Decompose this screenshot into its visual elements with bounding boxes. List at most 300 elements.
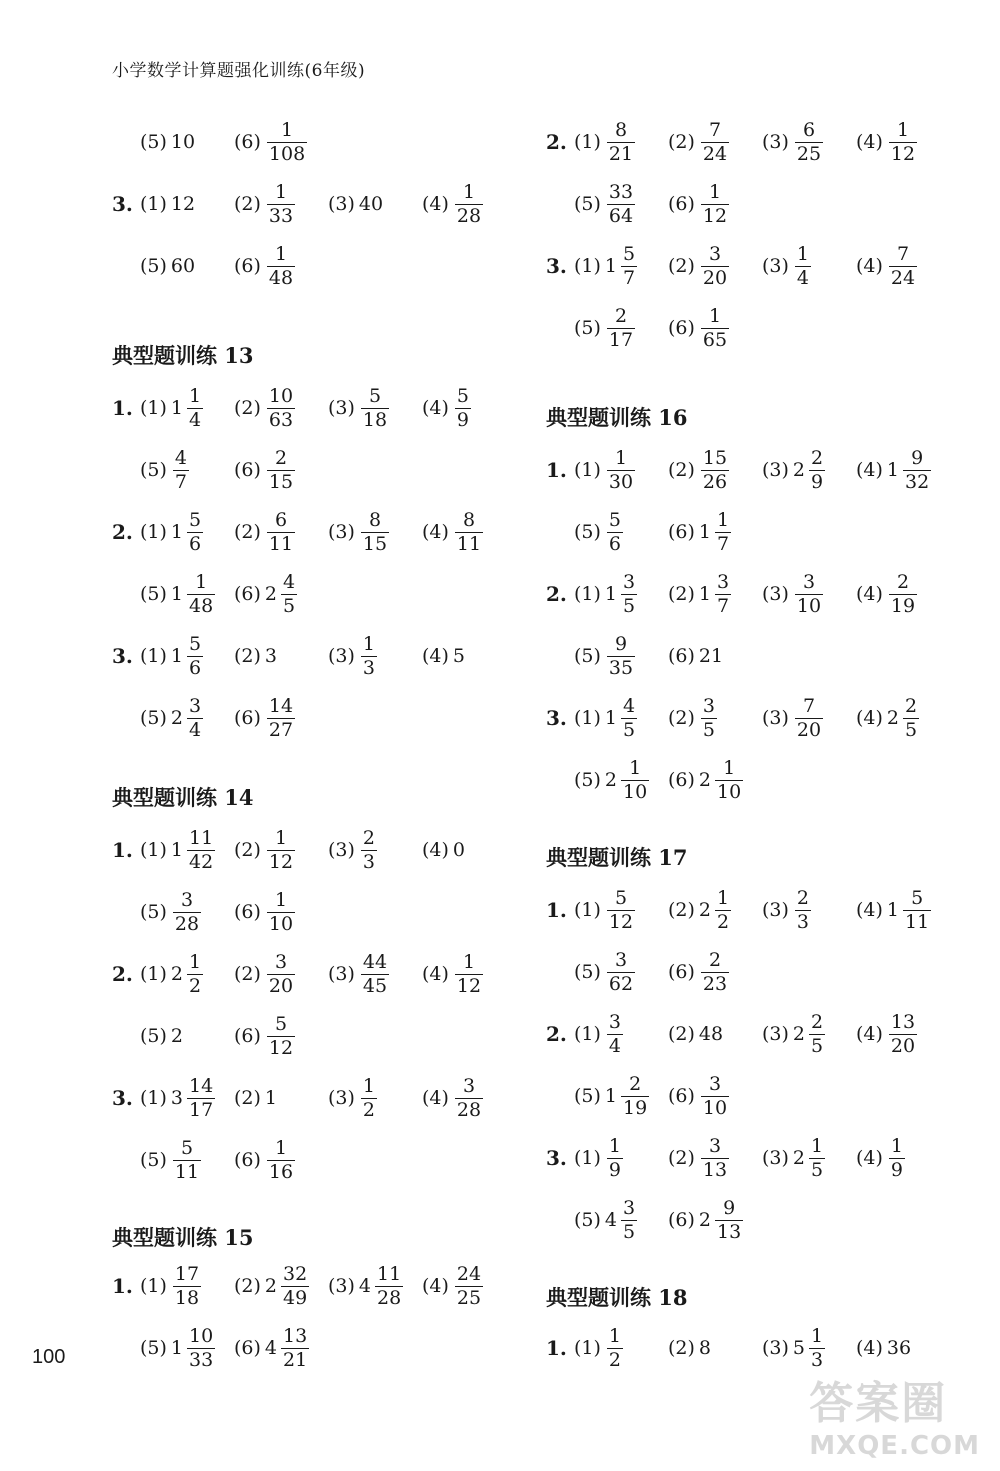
fraction [889, 118, 917, 165]
sub-index: (5) [140, 131, 167, 153]
numerator: 11 [189, 826, 214, 849]
sub-index: (6) [234, 901, 261, 923]
fraction [281, 570, 297, 617]
sub-index: (1) [574, 707, 601, 729]
answer-item [668, 180, 729, 227]
sub-index: (4) [856, 1147, 883, 1169]
answer-item [328, 193, 383, 215]
answer-item [856, 694, 919, 741]
whole-number: 2 [792, 459, 806, 481]
numerator: 2 [708, 948, 722, 971]
fraction [701, 118, 729, 165]
denominator: 45 [362, 974, 388, 997]
sub-index: (4) [422, 1275, 449, 1297]
denominator: 3 [811, 1348, 824, 1371]
fraction [715, 756, 743, 803]
numerator: 5 [623, 242, 636, 265]
whole-number: 1 [604, 707, 618, 729]
answer-row [112, 112, 552, 172]
sub-index: (3) [762, 707, 789, 729]
fraction [809, 1134, 825, 1181]
question-number: 2. [546, 130, 567, 154]
page-number: 100 [32, 1346, 66, 1368]
numerator: 5 [189, 508, 202, 531]
question-number: 3. [546, 706, 567, 730]
sub-index: (4) [856, 131, 883, 153]
answer-item [574, 886, 635, 933]
answer-item [234, 118, 307, 165]
whole-number: 1 [170, 521, 184, 543]
fraction [607, 304, 635, 351]
whole-number: 1 [170, 397, 184, 419]
denominator: 21 [608, 142, 634, 165]
whole-number: 1 [698, 521, 712, 543]
whole-number: 1 [604, 583, 618, 605]
whole-number: 1 [170, 583, 184, 605]
fraction [455, 180, 483, 227]
numerator: 3 [702, 694, 716, 717]
fraction [701, 948, 729, 995]
denominator: 13 [702, 1158, 728, 1181]
answer-item [574, 1134, 623, 1181]
answer-item [668, 1134, 729, 1181]
fraction [361, 384, 389, 431]
denominator: 10 [623, 780, 648, 803]
numerator: 2 [905, 694, 918, 717]
question-number: 3. [112, 644, 133, 668]
sub-index: (5) [574, 521, 601, 543]
denominator: 10 [702, 1096, 728, 1119]
section-title: 典型题训练 17 [546, 845, 688, 870]
denominator: 5 [811, 1158, 824, 1181]
numerator: 1 [811, 1324, 824, 1347]
numerator: 2 [362, 826, 376, 849]
fraction [607, 180, 635, 227]
answer-item [234, 446, 295, 493]
numerator: 4 [623, 694, 636, 717]
sub-index: (5) [574, 645, 601, 667]
sub-index: (2) [668, 583, 695, 605]
fraction [621, 694, 637, 741]
numerator: 10 [268, 384, 294, 407]
numerator: 2 [614, 304, 628, 327]
sub-index: (5) [140, 1337, 167, 1359]
denominator: 11 [268, 532, 294, 555]
denominator: 2 [189, 974, 202, 997]
fraction [187, 694, 203, 741]
whole-number: 2 [698, 899, 712, 921]
answer-item [422, 180, 483, 227]
answer-item [234, 1012, 295, 1059]
answer-row [546, 626, 986, 686]
sub-index: (1) [140, 839, 167, 861]
numerator: 1 [281, 118, 294, 141]
sub-index: (1) [140, 1087, 167, 1109]
denominator: 28 [456, 204, 482, 227]
sub-index: (5) [140, 707, 167, 729]
sub-index: (6) [234, 707, 261, 729]
answer-row [112, 174, 552, 234]
fraction [187, 570, 215, 617]
fraction [361, 508, 389, 555]
denominator: 10 [717, 780, 742, 803]
answer-item [668, 1023, 723, 1045]
answer-item [668, 1072, 729, 1119]
question-number: 1. [112, 838, 133, 862]
answer-item [140, 1262, 201, 1309]
answer-row [546, 1004, 986, 1064]
answer-row [112, 820, 552, 880]
question-number: 1. [546, 458, 567, 482]
denominator: 18 [174, 1286, 200, 1309]
answer-value: 10 [170, 131, 196, 153]
denominator: 28 [174, 912, 200, 935]
answer-item [140, 888, 201, 935]
fraction [187, 632, 203, 679]
sub-index: (2) [668, 1337, 695, 1359]
answer-item [574, 948, 635, 995]
answer-row [546, 942, 986, 1002]
answer-item [140, 446, 189, 493]
sub-index: (3) [762, 583, 789, 605]
denominator: 49 [283, 1286, 308, 1309]
question-number: 2. [112, 520, 133, 544]
whole-number: 4 [264, 1337, 278, 1359]
numerator: 1 [189, 384, 202, 407]
numerator: 1 [723, 756, 736, 779]
sub-index: (1) [140, 963, 167, 985]
denominator: 18 [362, 408, 388, 431]
numerator: 5 [189, 632, 202, 655]
numerator: 5 [274, 1012, 288, 1035]
whole-number: 5 [792, 1337, 806, 1359]
answer-row [546, 1128, 986, 1188]
numerator: 2 [629, 1072, 642, 1095]
fraction [187, 508, 203, 555]
fraction [607, 1324, 623, 1371]
fraction [361, 1074, 377, 1121]
denominator: 11 [905, 910, 930, 933]
whole-number: 1 [170, 1337, 184, 1359]
answer-item [574, 632, 635, 679]
fraction [701, 694, 717, 741]
denominator: 9 [456, 408, 470, 431]
sub-index: (5) [140, 901, 167, 923]
fraction [903, 886, 931, 933]
denominator: 12 [608, 910, 634, 933]
answer-item [668, 304, 729, 351]
numerator: 9 [911, 446, 924, 469]
denominator: 35 [608, 656, 634, 679]
sub-index: (3) [328, 1275, 355, 1297]
denominator: 23 [702, 972, 728, 995]
fraction [607, 1134, 623, 1181]
answer-row [112, 378, 552, 438]
sub-index: (2) [234, 521, 261, 543]
denominator: 17 [189, 1098, 214, 1121]
fraction [607, 948, 635, 995]
fraction [889, 242, 917, 289]
fraction [267, 118, 307, 165]
denominator: 19 [890, 594, 916, 617]
fraction [795, 694, 823, 741]
numerator: 3 [623, 570, 636, 593]
answer-value: 12 [170, 193, 196, 215]
fraction [621, 570, 637, 617]
answer-item [422, 1074, 483, 1121]
fraction [187, 950, 203, 997]
fraction [455, 508, 483, 555]
numerator: 3 [608, 1010, 622, 1033]
sub-index: (1) [574, 1337, 601, 1359]
sub-index: (6) [668, 1209, 695, 1231]
numerator: 7 [802, 694, 816, 717]
fraction [607, 118, 635, 165]
denominator: 19 [623, 1096, 648, 1119]
answer-row [546, 750, 986, 810]
denominator: 5 [811, 1034, 824, 1057]
sub-index: (3) [328, 645, 355, 667]
answer-item [856, 886, 931, 933]
fraction [903, 446, 931, 493]
fraction [281, 1324, 309, 1371]
denominator: 11 [174, 1160, 200, 1183]
answer-item [140, 1025, 183, 1047]
answer-item [668, 1196, 743, 1243]
fraction [267, 694, 295, 741]
answer-row [112, 236, 552, 296]
fraction [267, 180, 295, 227]
answer-row [112, 882, 552, 942]
answer-item [668, 242, 729, 289]
whole-number: 1 [604, 1085, 618, 1107]
answer-item [762, 446, 825, 493]
sub-index: (3) [762, 1337, 789, 1359]
sub-index: (6) [668, 961, 695, 983]
answer-item [574, 1072, 649, 1119]
fraction [903, 694, 919, 741]
denominator: 30 [608, 470, 634, 493]
numerator: 1 [362, 1074, 376, 1097]
answer-item [328, 384, 389, 431]
numerator: 1 [717, 886, 730, 909]
fraction [621, 1196, 637, 1243]
denominator: 12 [890, 142, 916, 165]
numerator: 9 [614, 632, 628, 655]
question-number: 3. [112, 1086, 133, 1110]
answer-value: 36 [886, 1337, 912, 1359]
whole-number: 1 [698, 583, 712, 605]
denominator: 62 [608, 972, 634, 995]
sub-index: (1) [140, 521, 167, 543]
answer-item [574, 242, 637, 289]
answer-item [234, 1262, 309, 1309]
numerator: 1 [274, 888, 288, 911]
answer-row [546, 502, 986, 562]
denominator: 24 [702, 142, 728, 165]
answer-row [546, 688, 986, 748]
whole-number: 1 [604, 255, 618, 277]
answer-row [112, 440, 552, 500]
sub-index: (1) [140, 1275, 167, 1297]
answer-row [112, 1068, 552, 1128]
numerator: 3 [189, 694, 202, 717]
answer-row [112, 626, 552, 686]
denominator: 64 [608, 204, 634, 227]
sub-index: (6) [234, 1025, 261, 1047]
answer-row [112, 502, 552, 562]
sub-index: (4) [856, 1337, 883, 1359]
numerator: 2 [811, 1010, 824, 1033]
answer-item [422, 508, 483, 555]
answer-row [546, 174, 986, 234]
denominator: 3 [796, 910, 810, 933]
answer-item [856, 118, 917, 165]
denominator: 15 [268, 470, 294, 493]
answer-value: 60 [170, 255, 196, 277]
whole-number: 2 [264, 1275, 278, 1297]
answer-item [574, 1196, 637, 1243]
whole-number: 2 [886, 707, 900, 729]
numerator: 3 [614, 948, 628, 971]
denominator: 7 [174, 470, 188, 493]
sub-index: (1) [574, 255, 601, 277]
answer-item [856, 1010, 917, 1057]
answer-value: 1 [264, 1087, 278, 1109]
question-number: 2. [112, 962, 133, 986]
answer-item [234, 570, 297, 617]
answer-value: 3 [264, 645, 278, 667]
numerator: 1 [896, 118, 910, 141]
denominator: 9 [811, 470, 824, 493]
fraction [621, 1072, 649, 1119]
answer-item [574, 1324, 623, 1371]
whole-number: 2 [264, 583, 278, 605]
numerator: 1 [462, 180, 476, 203]
answer-item [234, 1136, 295, 1183]
sub-index: (3) [328, 397, 355, 419]
sub-index: (6) [234, 255, 261, 277]
sub-index: (6) [668, 521, 695, 543]
fraction [267, 1012, 295, 1059]
answer-item [140, 1324, 215, 1371]
numerator: 1 [890, 1134, 904, 1157]
fraction [701, 1134, 729, 1181]
answer-item [328, 950, 389, 997]
answer-item [762, 1010, 825, 1057]
sub-index: (6) [668, 769, 695, 791]
fraction [701, 242, 729, 289]
answer-item [422, 839, 465, 861]
fraction [375, 1262, 403, 1309]
fraction [889, 1010, 917, 1057]
answer-item [668, 508, 731, 555]
fraction [267, 242, 295, 289]
numerator: 3 [708, 1134, 722, 1157]
fraction [795, 242, 811, 289]
denominator: 25 [796, 142, 822, 165]
page-header: 小学数学计算题强化训练(6年级) [112, 61, 366, 81]
question-number: 3. [112, 192, 133, 216]
denominator: 2 [717, 910, 730, 933]
answer-item [762, 242, 811, 289]
denominator: 10 [268, 912, 294, 935]
answer-value: 0 [452, 839, 466, 861]
answer-item [668, 756, 743, 803]
fraction [455, 950, 483, 997]
whole-number: 2 [170, 963, 184, 985]
sub-index: (4) [422, 963, 449, 985]
sub-index: (2) [668, 131, 695, 153]
denominator: 2 [608, 1348, 622, 1371]
sub-index: (3) [762, 1147, 789, 1169]
answer-row [112, 1006, 552, 1066]
denominator: 65 [702, 328, 728, 351]
numerator: 44 [362, 950, 388, 973]
answer-item [422, 645, 465, 667]
answer-value: 48 [698, 1023, 724, 1045]
numerator: 1 [717, 508, 730, 531]
whole-number: 1 [886, 899, 900, 921]
whole-number: 4 [604, 1209, 618, 1231]
denominator: 26 [702, 470, 728, 493]
sub-index: (5) [574, 193, 601, 215]
denominator: 9 [608, 1158, 622, 1181]
fraction [267, 1136, 295, 1183]
question-number: 2. [546, 582, 567, 606]
fraction [607, 446, 635, 493]
answer-item [762, 694, 823, 741]
numerator: 8 [462, 508, 476, 531]
fraction [607, 886, 635, 933]
answer-item [140, 131, 195, 153]
denominator: 7 [717, 532, 730, 555]
numerator: 1 [274, 1136, 288, 1159]
sub-index: (1) [574, 583, 601, 605]
denominator: 16 [268, 1160, 294, 1183]
sub-index: (4) [856, 255, 883, 277]
watermark-text: 答案圈 [809, 1378, 948, 1429]
answer-row [546, 236, 986, 296]
answer-item [574, 756, 649, 803]
sub-index: (5) [140, 1149, 167, 1171]
answer-item [762, 886, 811, 933]
numerator: 5 [368, 384, 382, 407]
denominator: 12 [456, 974, 482, 997]
denominator: 12 [268, 850, 294, 873]
denominator: 5 [702, 718, 716, 741]
answer-row [546, 880, 986, 940]
denominator: 32 [905, 470, 930, 493]
answer-item [762, 1324, 825, 1371]
answer-item [140, 193, 195, 215]
denominator: 28 [377, 1286, 402, 1309]
denominator: 6 [189, 656, 202, 679]
fraction [715, 1196, 743, 1243]
answer-item [234, 180, 295, 227]
sub-index: (2) [234, 645, 261, 667]
watermark-logo [809, 1367, 980, 1461]
section-title: 典型题训练 14 [112, 785, 254, 810]
whole-number: 2 [170, 707, 184, 729]
answer-item [574, 570, 637, 617]
sub-index: (2) [668, 255, 695, 277]
numerator: 2 [274, 446, 288, 469]
sub-index: (6) [234, 131, 261, 153]
numerator: 1 [362, 632, 376, 655]
numerator: 9 [723, 1196, 736, 1219]
numerator: 1 [708, 304, 722, 327]
